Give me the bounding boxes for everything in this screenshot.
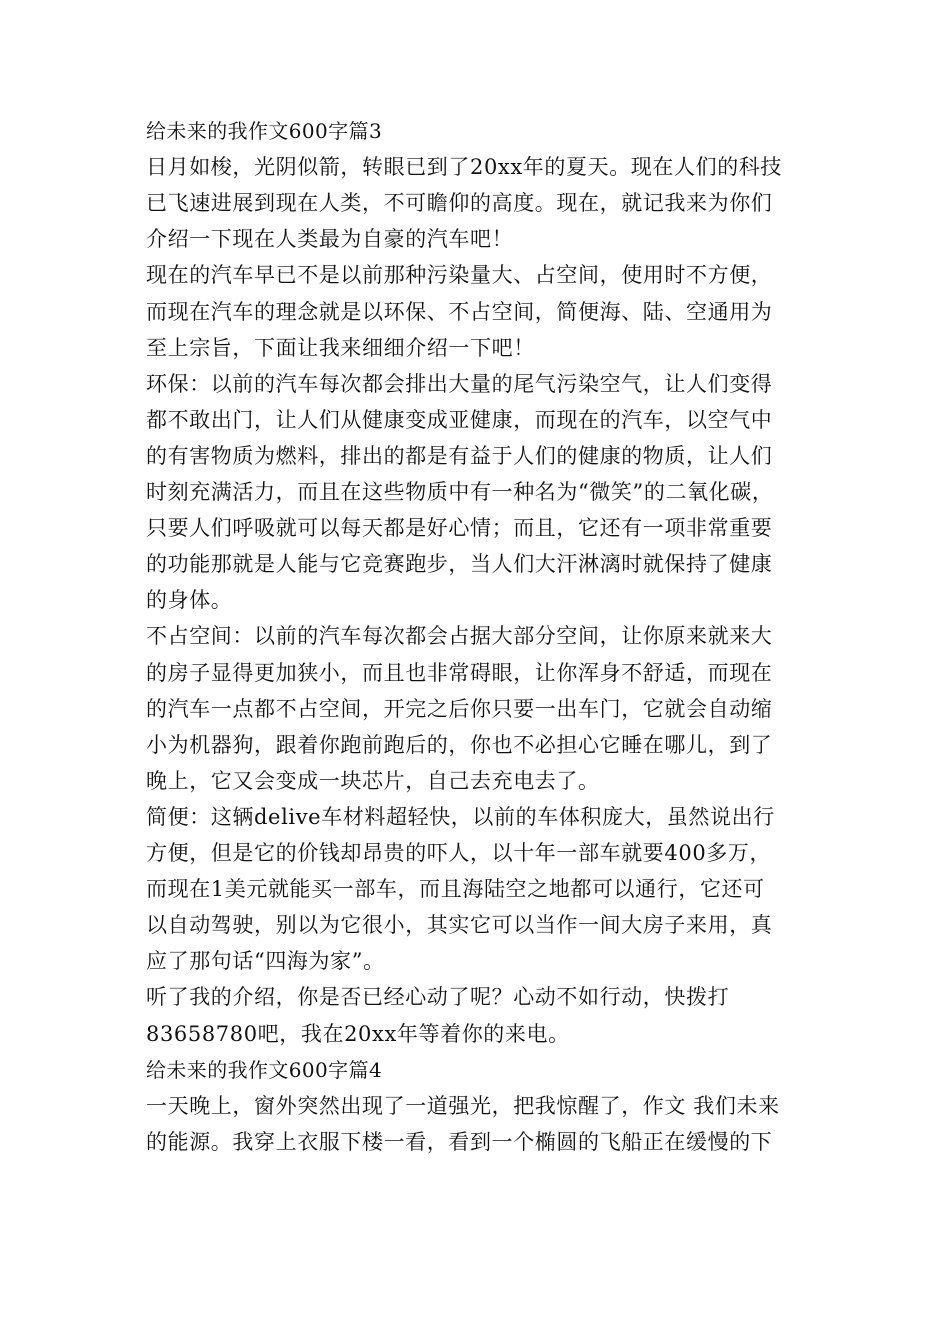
section-heading: 给未来的我作文600字篇4 bbox=[146, 1057, 383, 1082]
text-line: 都不敢出门，让人们从健康变成亚健康，而现在的汽车，以空气中 bbox=[146, 407, 773, 432]
text-line: 介绍一下现在人类最为自豪的汽车吧！ bbox=[146, 227, 514, 252]
text-line: 应了那句话“四海为家”。 bbox=[146, 949, 385, 974]
text-line: 小为机器狗，跟着你跑前跑后的，你也不必担心它睡在哪儿，到了 bbox=[146, 732, 773, 757]
text-line: 至上宗旨，下面让我来细细介绍一下吧！ bbox=[146, 335, 535, 360]
text-line: 的房子显得更加狭小，而且也非常碍眼，让你浑身不舒适，而现在 bbox=[146, 660, 773, 685]
text-line: 的身体。 bbox=[146, 588, 233, 613]
text-line: 一天晚上，窗外突然出现了一道强光，把我惊醒了，作文 我们未来 bbox=[146, 1093, 780, 1118]
text-line: 的功能那就是人能与它竞赛跑步，当人们大汗淋漓时就保持了健康 bbox=[146, 552, 773, 577]
text-line: 晚上，它又会变成一块芯片，自己去充电去了。 bbox=[146, 768, 600, 793]
text-line: 已飞速进展到现在人类，不可瞻仰的高度。现在，就记我来为你们 bbox=[146, 191, 773, 216]
text-line: 的汽车一点都不占空间，开完之后你只要一出车门，它就会自动缩 bbox=[146, 696, 773, 721]
text-line: 的能源。我穿上衣服下楼一看，看到一个椭圆的飞船正在缓慢的下 bbox=[146, 1129, 773, 1154]
text-line: 简便：这辆delive车材料超轻快，以前的车体积庞大，虽然说出行 bbox=[146, 804, 775, 829]
text-line: 听了我的介绍，你是否已经心动了呢？心动不如行动，快拨打 bbox=[146, 985, 730, 1010]
text-line: 现在的汽车早已不是以前那种污染量大、占空间，使用时不方便， bbox=[146, 263, 773, 288]
text-line: 只要人们呼吸就可以每天都是好心情；而且，它还有一项非常重要 bbox=[146, 516, 773, 541]
text-line: 而现在汽车的理念就是以环保、不占空间，简便海、陆、空通用为 bbox=[146, 299, 773, 324]
section-heading: 给未来的我作文600字篇3 bbox=[146, 119, 383, 143]
text-line: 时刻充满活力，而且在这些物质中有一种名为“微笑”的二氧化碳， bbox=[146, 480, 774, 504]
text-line: 日月如梭，光阴似箭，转眼已到了20xx年的夏天。现在人们的科技 bbox=[146, 155, 783, 180]
text-line: 以自动驾驶，别以为它很小，其实它可以当作一间大房子来用，真 bbox=[146, 913, 773, 938]
text-line: 83658780吧，我在20xx年等着你的来电。 bbox=[146, 1021, 570, 1046]
text-line: 而现在1美元就能买一部车，而且海陆空之地都可以通行，它还可 bbox=[146, 877, 765, 902]
text-line: 环保：以前的汽车每次都会排出大量的尾气污染空气，让人们变得 bbox=[146, 371, 773, 396]
text-line: 不占空间：以前的汽车每次都会占据大部分空间，让你原来就来大 bbox=[146, 624, 773, 649]
text-line: 方便，但是它的价钱却昂贵的吓人，以十年一部车就要400多万， bbox=[146, 841, 772, 865]
text-line: 的有害物质为燃料，排出的都是有益于人们的健康的物质，让人们 bbox=[146, 443, 773, 468]
